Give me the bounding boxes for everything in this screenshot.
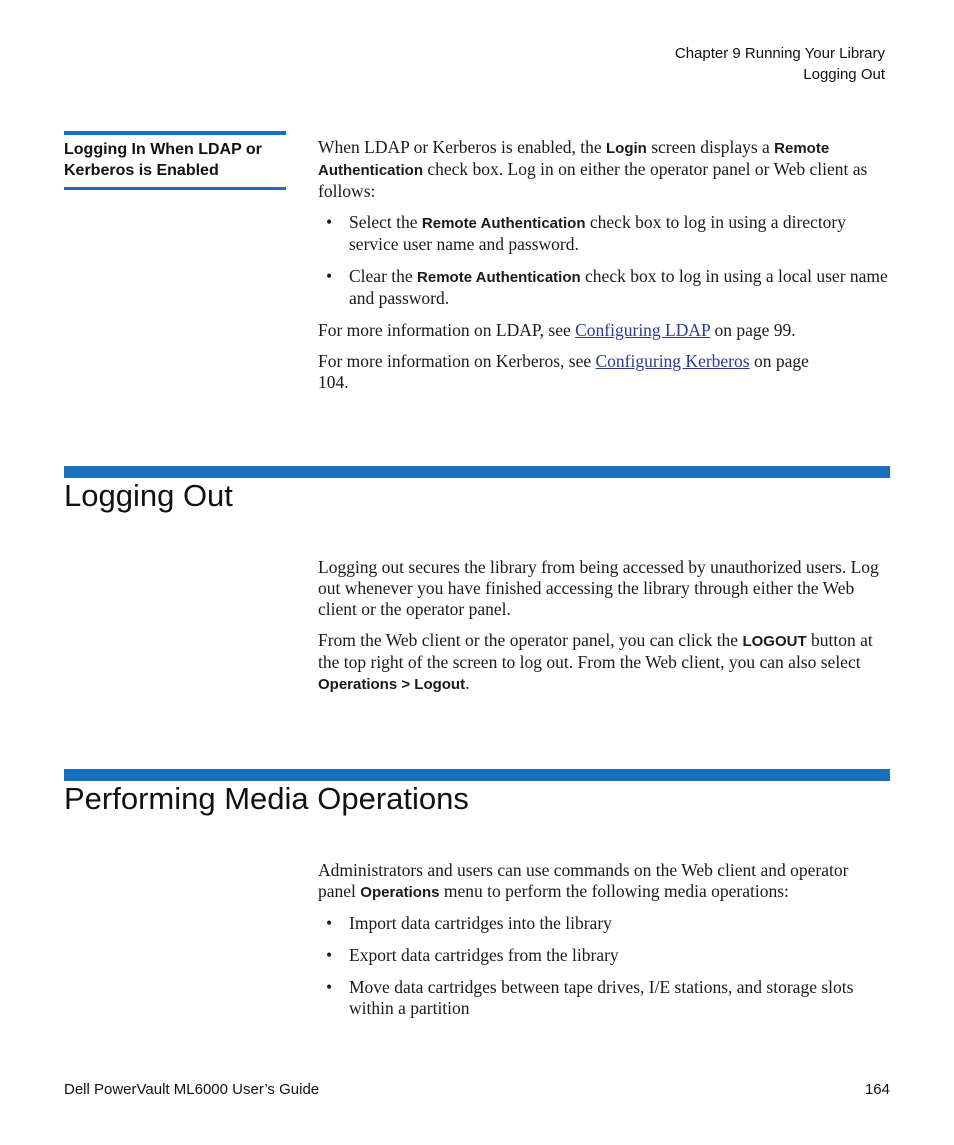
page-footer	[64, 1080, 890, 1100]
ldap-ref-text: For more information on LDAP, see	[318, 320, 576, 340]
bullet-text: Select the	[349, 212, 422, 232]
side-heading	[64, 131, 286, 190]
list-item: • Import data cartridges into the library	[318, 913, 890, 934]
logging-out-paragraph-1: Logging out secures the library from being accessed by unauthorized users. Log out whenever you have finished accessing the library through either the Web client or the operator panel.	[318, 557, 879, 619]
p2-text-3: .	[465, 673, 470, 693]
kerberos-ref-page: on page 104.	[318, 351, 809, 392]
media-intro-text-2: menu to perform the following media operations:	[439, 881, 789, 901]
intro-bold-login: Login	[606, 140, 647, 157]
section-bar-logging-out	[64, 466, 890, 478]
list-item: • Export data cartridges from the library	[318, 945, 890, 966]
bullet-text: check box to log in using a local user name and password.	[349, 266, 888, 308]
p2-text-2: button at the top right of the screen to log out. From the Web client, you can also select	[318, 630, 873, 672]
section3-bullet-list	[318, 913, 890, 1019]
media-intro-text-1: Administrators and users can use commands on the Web client and operator panel	[318, 860, 849, 901]
running-header	[675, 43, 885, 85]
header-chapter: Chapter 9 Running Your Library	[674, 45, 885, 62]
p2-text-1: From the Web client or the operator panel, you can click the	[318, 630, 743, 650]
section1-intro	[318, 137, 890, 202]
intro-text-3: check box. Log in on either the operator panel or Web client as follows:	[318, 159, 868, 201]
bullet-bold: Remote Authentication	[417, 269, 581, 286]
p2-bold-operations-logout: Operations > Logout	[318, 676, 466, 693]
bullet-text: check box to log in using a directory service user name and password.	[349, 212, 847, 254]
list-item	[318, 266, 890, 309]
intro-text-2: screen displays a	[646, 137, 775, 157]
p2-bold-logout: LOGOUT	[742, 633, 807, 650]
section1-bullet-list	[318, 212, 890, 309]
section1-body	[318, 137, 890, 403]
page-number: 164	[864, 1081, 890, 1098]
media-ops-intro	[318, 860, 858, 903]
list-item	[318, 212, 890, 255]
side-heading-rule-bottom	[64, 187, 286, 190]
bullet-bold: Remote Authentication	[421, 215, 586, 232]
list-item: • Move data cartridges between tape drives, I/E stations, and storage slots within a partition	[318, 977, 890, 1019]
configuring-ldap-link[interactable]: Configuring LDAP	[575, 320, 711, 340]
media-intro-bold-operations: Operations	[360, 884, 440, 901]
kerberos-ref-text: For more information on Kerberos, see	[318, 351, 596, 371]
ldap-reference	[318, 320, 890, 341]
section2-body	[318, 557, 890, 705]
footer-title: Dell PowerVault ML6000 User’s Guide	[64, 1081, 320, 1098]
bullet-text: Clear the	[349, 266, 418, 286]
section-title-logging-out: Logging Out	[64, 478, 233, 513]
side-heading-title: Logging In When LDAP or Kerberos is Enabled	[64, 141, 262, 179]
ldap-ref-page: on page 99.	[710, 320, 796, 340]
configuring-kerberos-link[interactable]: Configuring Kerberos	[595, 351, 750, 371]
section3-body	[318, 860, 890, 1030]
intro-bold-remote-auth: Remote Authentication	[318, 140, 830, 179]
section-title-media-operations: Performing Media Operations	[64, 781, 469, 816]
logging-out-paragraph-2	[318, 630, 890, 695]
section-bar-media-operations	[64, 769, 890, 781]
kerberos-reference	[318, 351, 818, 393]
intro-text-1: When LDAP or Kerberos is enabled, the	[318, 137, 607, 157]
header-section: Logging Out	[803, 66, 885, 83]
